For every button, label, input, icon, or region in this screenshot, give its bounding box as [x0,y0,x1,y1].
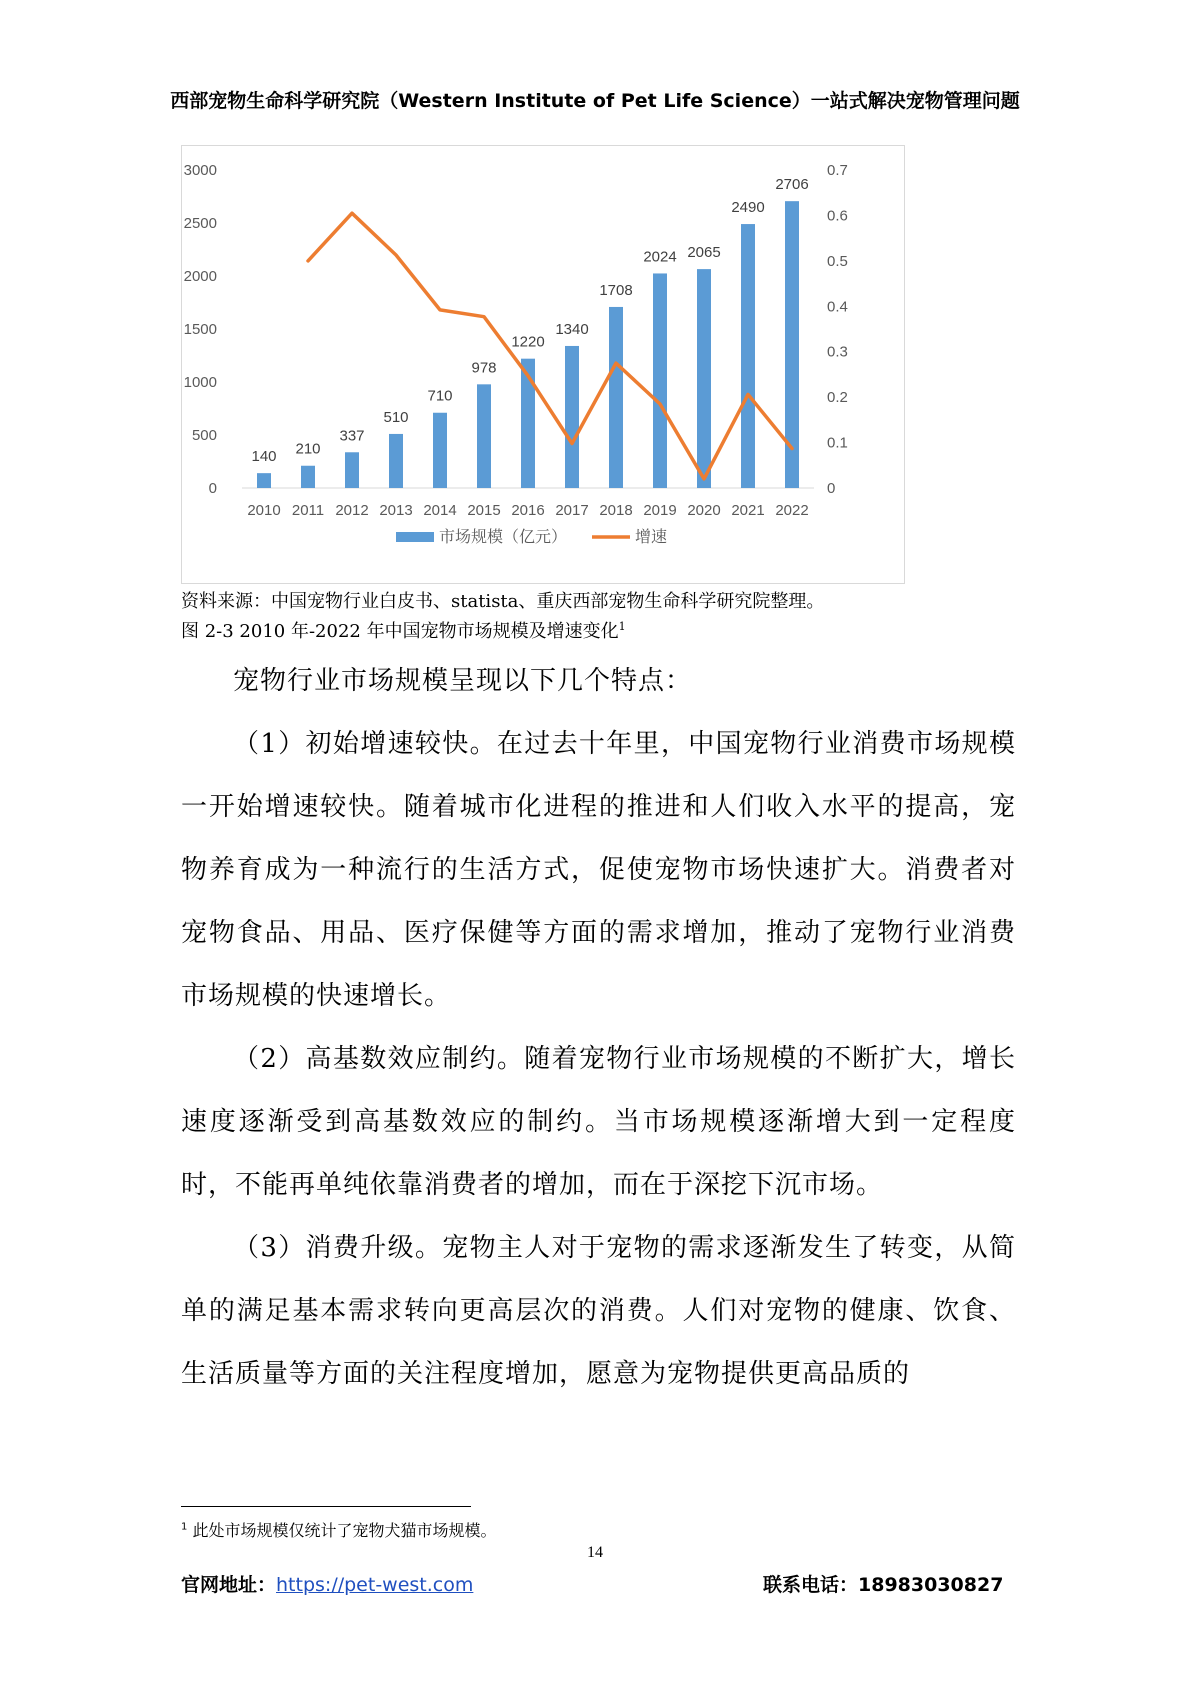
y-right-tick-label: 0.2 [827,389,848,407]
y-left-tick-label: 500 [191,427,217,444]
bar-data-label: 710 [427,387,453,405]
bar-data-label: 978 [471,359,497,377]
bar [345,452,359,488]
bar-data-label: 140 [251,448,277,466]
y-right-tick-label: 0.5 [827,252,848,270]
footnote-mark: 1 [181,1521,188,1533]
y-right-tick-label: 0 [827,480,836,497]
x-tick-label: 2013 [379,502,413,519]
y-left-tick-label: 1000 [183,374,217,391]
y-left-tick-label: 1500 [183,321,217,338]
website-label: 官网地址： [181,1574,277,1596]
y-left-tick-label: 2000 [183,268,217,285]
chart-svg [182,146,904,583]
y-left-tick-label: 0 [208,480,217,497]
bar [609,307,623,488]
legend-line-label: 增速 [635,527,668,546]
page-number: 14 [587,1544,603,1561]
x-tick-label: 2011 [291,502,325,519]
bar-data-label: 1340 [555,320,589,338]
x-tick-label: 2018 [599,502,633,519]
x-tick-label: 2022 [775,502,809,519]
y-right-tick-label: 0.6 [827,207,848,225]
market-size-chart [181,145,905,584]
y-left-tick-label: 2500 [183,215,217,232]
x-tick-label: 2016 [511,502,545,519]
x-tick-label: 2012 [335,502,369,519]
caption-text: 图 2-3 2010 年-2022 年中国宠物市场规模及增速变化 [181,621,619,642]
caption-footnote-mark: 1 [618,620,626,633]
bar-data-label: 1220 [511,333,545,351]
y-right-tick-label: 0.7 [827,162,848,179]
footnote-divider [181,1506,471,1507]
x-tick-label: 2010 [247,502,281,519]
paragraph: （1）初始增速较快。在过去十年里，中国宠物行业消费市场规模一开始增速较快。随着城市化进程的推进和人们收入水平的提高，宠物养育成为一种流行的生活方式，促使宠物市场快速扩大。消费者对宠物食品、用品、医疗保健等方面的需求增加，推动了宠物行业消费市场规模的快速增长。 [181,729,1016,1011]
bar [433,413,447,488]
paragraph: （2）高基数效应制约。随着宠物行业市场规模的不断扩大，增长速度逐渐受到高基数效应的制约。当市场规模逐渐增大到一定程度时，不能再单纯依靠消费者的增加，而在于深挖下沉市场。 [181,1044,1016,1200]
bar [653,273,667,488]
phone-label: 联系电话： [763,1574,859,1596]
bar [565,346,579,488]
x-tick-label: 2021 [731,502,765,519]
page-header: 西部宠物生命科学研究院（Western Institute of Pet Life Science）一站式解决宠物管理问题 [170,90,1020,112]
y-right-tick-label: 0.1 [827,434,848,452]
x-tick-label: 2019 [643,502,677,519]
paragraph: （3）消费升级。宠物主人对于宠物的需求逐渐发生了转变，从简单的满足基本需求转向更高层次的消费。人们对宠物的健康、饮食、生活质量等方面的关注程度增加，愿意为宠物提供更高品质的 [181,1233,1016,1389]
chart-source: 资料来源：中国宠物行业白皮书、statista、重庆西部宠物生命科学研究院整理。 [181,591,825,612]
legend-bar-swatch [396,532,434,542]
legend-bar-label: 市场规模（亿元） [439,527,568,546]
phone-number: 18983030827 [858,1574,1004,1596]
bar-data-label: 2706 [775,176,809,194]
footer-phone [763,1570,1003,1597]
footnote [181,1518,496,1541]
bar [697,269,711,488]
bar [477,384,491,488]
bar-data-label: 2024 [643,248,677,266]
paragraph: 宠物行业市场规模呈现以下几个特点： [233,666,693,696]
x-tick-label: 2020 [687,502,721,519]
website-link[interactable]: https://pet-west.com [276,1574,474,1596]
footnote-text: 此处市场规模仅统计了宠物犬猫市场规模。 [192,1521,497,1540]
bar [741,224,755,488]
x-tick-label: 2015 [467,502,501,519]
bar-data-label: 210 [295,440,321,458]
bar-data-label: 1708 [599,281,633,299]
x-tick-label: 2017 [555,502,589,519]
body-text [181,650,1016,1406]
bar [301,466,315,488]
footer-website [181,1570,473,1597]
y-left-tick-label: 3000 [183,162,217,179]
y-right-tick-label: 0.4 [827,298,848,316]
figure-caption [181,617,626,643]
bar [389,434,403,488]
x-tick-label: 2014 [423,502,457,519]
bar-data-label: 2490 [731,199,765,217]
bar [257,473,271,488]
bar-data-label: 337 [339,427,365,445]
y-right-tick-label: 0.3 [827,343,848,361]
bar-data-label: 510 [383,408,409,426]
bar-data-label: 2065 [687,244,721,262]
